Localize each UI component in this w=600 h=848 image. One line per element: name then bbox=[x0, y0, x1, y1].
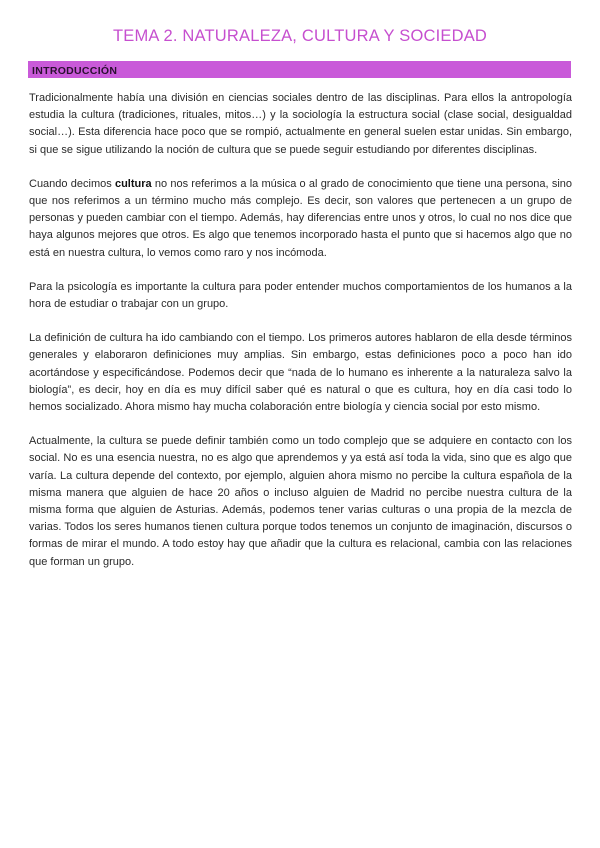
page-title: TEMA 2. NATURALEZA, CULTURA Y SOCIEDAD bbox=[112, 27, 488, 45]
paragraph-4: La definición de cultura ha ido cambiando con el tiempo. Los primeros autores hablaron de ella desde términos generales y elaboraron definiciones muy amplias. Sin embargo, estas definiciones poco a poco han ido acortándose y especificándose. Podemos decir que “nada de lo humano es inherente a la naturaleza salvo la biología”, es decir, hoy en día es muy difícil saber qué es natural o que es cultura, hoy en día casi todo lo hemos socializado. Ahora mismo hay mucha colaboración entre biología y ciencia social por esto mismo. bbox=[29, 332, 572, 414]
paragraph-2 bbox=[29, 176, 572, 262]
paragraph-2-rest: no nos referimos a la música o al grado de conocimiento que tiene una persona, sino que nos referimos a un término mucho más complejo. Es decir, son valores que pertenecen a un grupo de personas y pueden cambiar con el tiempo. Además, hay diferencias entre unos y otros, lo cual no nos dice que haya algunos mejores que otros. Es algo que tenemos incorporado hasta el punto que si hacemos algo que no está en nuestra cultura, lo vemos como raro y nos incómoda. bbox=[29, 177, 573, 259]
bold-term-cultura: cultura bbox=[114, 177, 152, 190]
paragraph-1: Tradicionalmente había una división en ciencias sociales dentro de las disciplinas. Para ellos la antropología estudia la cultura (tradiciones, rituales, mitos…) y la sociología la estructura social (clase social, desigualdad social…). Esta diferencia hace poco que se rompió, actualmente en general suelen estar unidas. Sin embargo, si que se sigue utilizando la noción de cultura que se puede seguir estudiando por diferentes disciplinas. bbox=[29, 92, 572, 156]
paragraph-5: Actualmente, la cultura se puede definir también como un todo complejo que se adquiere en contacto con los social. No es una esencia nuestra, no es algo que aprendemos y ya está así toda la vida, sino que es algo que varía. La cultura depende del contexto, por ejemplo, alguien ahora mismo no percibe la cultura española de la misma manera que alguien de hace 20 años o incluso alguien de Madrid no percibe nuestra cultura de la misma forma que alguien de Asturias. Además, podemos tener varias culturas o una propia de la mezcla de varias. Todos los seres humanos tienen cultura porque todos tenemos un conjunto de imaginación, discursos o formas de mirar el mundo. A todo estoy hay que añadir que la cultura es relacional, cambia con las relaciones que forman un grupo. bbox=[29, 435, 572, 568]
document-body bbox=[29, 90, 572, 588]
section-header bbox=[28, 61, 571, 78]
section-title: INTRODUCCIÓN bbox=[32, 65, 118, 77]
paragraph-3: Para la psicología es importante la cultura para poder entender muchos comportamientos de los humanos a la hora de estudiar o trabajar con un grupo. bbox=[29, 280, 572, 311]
paragraph-2-start: Cuando decimos bbox=[29, 177, 115, 190]
